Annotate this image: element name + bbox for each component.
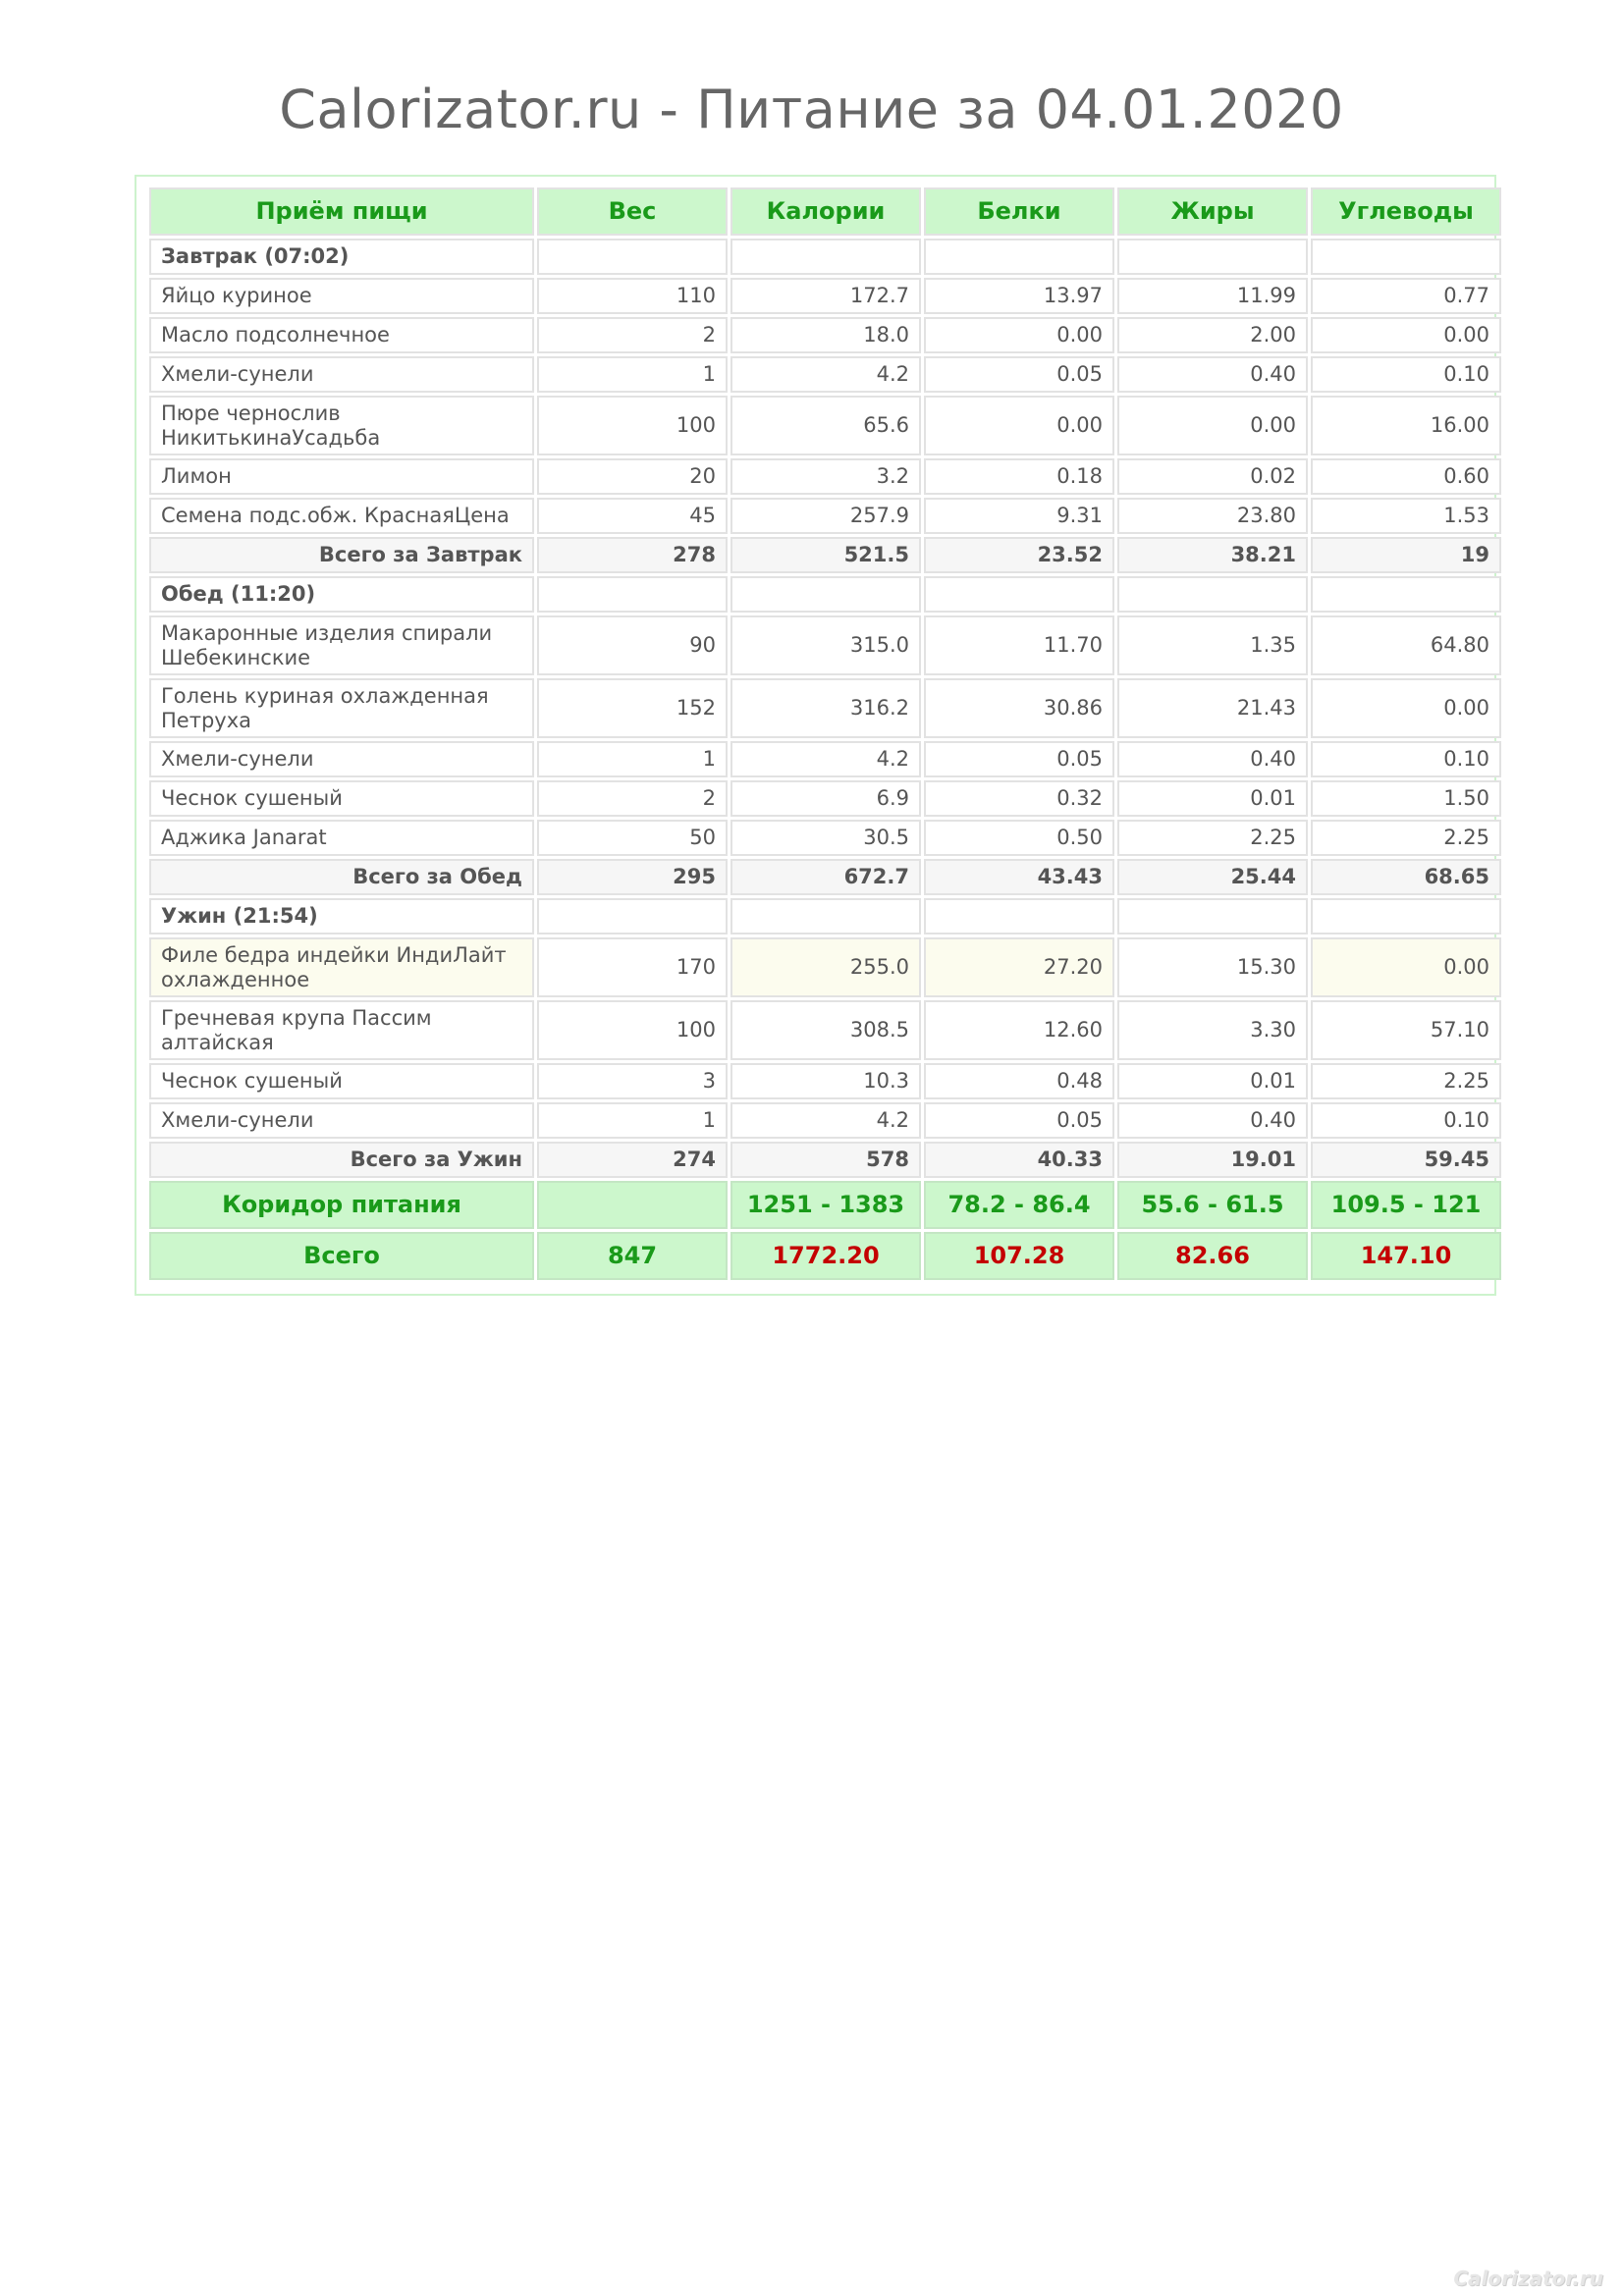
food-name: Лимон [149, 458, 534, 495]
food-protein: 0.00 [924, 396, 1114, 455]
food-row [149, 780, 1501, 817]
empty-cell [1117, 898, 1308, 934]
nutrition-table-frame [135, 175, 1496, 1296]
header-calories: Калории [730, 187, 921, 236]
food-carbs: 0.10 [1311, 1102, 1501, 1139]
corridor-protein: 78.2 - 86.4 [924, 1181, 1114, 1229]
empty-cell [730, 576, 921, 613]
food-carbs: 0.00 [1311, 678, 1501, 738]
meal-header-row [149, 239, 1501, 275]
food-row [149, 396, 1501, 455]
nutrition-corridor-row [149, 1181, 1501, 1229]
corridor-label: Коридор питания [149, 1181, 534, 1229]
subtotal-protein: 40.33 [924, 1142, 1114, 1178]
subtotal-carbs: 19 [1311, 537, 1501, 573]
food-row [149, 937, 1501, 997]
subtotal-fat: 19.01 [1117, 1142, 1308, 1178]
food-row [149, 1102, 1501, 1139]
subtotal-weight: 295 [537, 859, 728, 895]
food-weight: 3 [537, 1063, 728, 1099]
food-calories: 316.2 [730, 678, 921, 738]
food-calories: 308.5 [730, 1000, 921, 1060]
food-row [149, 1000, 1501, 1060]
food-protein: 0.05 [924, 741, 1114, 777]
food-weight: 110 [537, 278, 728, 314]
page-title: Calorizator.ru - Питание за 04.01.2020 [279, 79, 1344, 140]
food-carbs: 0.00 [1311, 317, 1501, 353]
corridor-calories: 1251 - 1383 [730, 1181, 921, 1229]
empty-cell [924, 239, 1114, 275]
food-fat: 23.80 [1117, 498, 1308, 534]
food-calories: 4.2 [730, 741, 921, 777]
food-calories: 255.0 [730, 937, 921, 997]
table-header-row [149, 187, 1501, 236]
grand-total-row [149, 1232, 1501, 1280]
empty-cell [924, 898, 1114, 934]
food-protein: 0.50 [924, 820, 1114, 856]
food-fat: 0.00 [1117, 396, 1308, 455]
food-fat: 2.25 [1117, 820, 1308, 856]
food-name: Семена подс.обж. КраснаяЦена [149, 498, 534, 534]
food-weight: 2 [537, 780, 728, 817]
meal-header-row [149, 576, 1501, 613]
food-protein: 30.86 [924, 678, 1114, 738]
watermark-logo: Calorizator.ru [1453, 2267, 1603, 2290]
subtotal-fat: 38.21 [1117, 537, 1308, 573]
food-protein: 0.00 [924, 317, 1114, 353]
food-fat: 0.40 [1117, 741, 1308, 777]
food-fat: 11.99 [1117, 278, 1308, 314]
food-protein: 12.60 [924, 1000, 1114, 1060]
food-calories: 3.2 [730, 458, 921, 495]
subtotal-calories: 672.7 [730, 859, 921, 895]
food-name: Чеснок сушеный [149, 1063, 534, 1099]
food-weight: 1 [537, 1102, 728, 1139]
meal-subtotal-row [149, 537, 1501, 573]
meal-header-row [149, 898, 1501, 934]
subtotal-protein: 43.43 [924, 859, 1114, 895]
food-carbs: 0.10 [1311, 741, 1501, 777]
food-calories: 172.7 [730, 278, 921, 314]
food-weight: 1 [537, 741, 728, 777]
food-name: Аджика Janarat [149, 820, 534, 856]
food-row [149, 820, 1501, 856]
grand-total-protein: 107.28 [924, 1232, 1114, 1280]
food-row [149, 278, 1501, 314]
food-fat: 3.30 [1117, 1000, 1308, 1060]
food-carbs: 16.00 [1311, 396, 1501, 455]
food-calories: 315.0 [730, 615, 921, 675]
header-fat: Жиры [1117, 187, 1308, 236]
empty-cell [1117, 239, 1308, 275]
food-calories: 4.2 [730, 356, 921, 393]
empty-cell [924, 576, 1114, 613]
food-fat: 0.02 [1117, 458, 1308, 495]
subtotal-label: Всего за Ужин [149, 1142, 534, 1178]
header-meal: Приём пищи [149, 187, 534, 236]
food-protein: 11.70 [924, 615, 1114, 675]
food-name: Чеснок сушеный [149, 780, 534, 817]
food-name: Гречневая крупа Пассим алтайская [149, 1000, 534, 1060]
grand-total-label: Всего [149, 1232, 534, 1280]
food-protein: 9.31 [924, 498, 1114, 534]
food-calories: 18.0 [730, 317, 921, 353]
food-row [149, 678, 1501, 738]
grand-total-weight: 847 [537, 1232, 728, 1280]
grand-total-carbs: 147.10 [1311, 1232, 1501, 1280]
food-weight: 45 [537, 498, 728, 534]
grand-total-fat: 82.66 [1117, 1232, 1308, 1280]
food-weight: 2 [537, 317, 728, 353]
food-protein: 0.05 [924, 1102, 1114, 1139]
food-row [149, 458, 1501, 495]
food-carbs: 2.25 [1311, 1063, 1501, 1099]
food-weight: 152 [537, 678, 728, 738]
food-name: Филе бедра индейки ИндиЛайт охлажденное [149, 937, 534, 997]
empty-cell [1311, 898, 1501, 934]
food-fat: 1.35 [1117, 615, 1308, 675]
food-protein: 0.48 [924, 1063, 1114, 1099]
empty-cell [537, 576, 728, 613]
food-calories: 65.6 [730, 396, 921, 455]
food-calories: 30.5 [730, 820, 921, 856]
food-weight: 20 [537, 458, 728, 495]
food-weight: 170 [537, 937, 728, 997]
food-fat: 15.30 [1117, 937, 1308, 997]
food-fat: 0.01 [1117, 780, 1308, 817]
subtotal-carbs: 68.65 [1311, 859, 1501, 895]
empty-cell [730, 239, 921, 275]
food-name: Макаронные изделия спирали Шебекинские [149, 615, 534, 675]
nutrition-table [146, 185, 1504, 1283]
empty-cell [1311, 576, 1501, 613]
meal-label: Обед (11:20) [149, 576, 534, 613]
empty-cell [730, 898, 921, 934]
meal-subtotal-row [149, 1142, 1501, 1178]
food-row [149, 498, 1501, 534]
subtotal-label: Всего за Обед [149, 859, 534, 895]
food-weight: 1 [537, 356, 728, 393]
food-protein: 13.97 [924, 278, 1114, 314]
food-weight: 90 [537, 615, 728, 675]
food-name: Хмели-сунели [149, 356, 534, 393]
food-name: Хмели-сунели [149, 741, 534, 777]
subtotal-calories: 578 [730, 1142, 921, 1178]
food-name: Хмели-сунели [149, 1102, 534, 1139]
food-row [149, 356, 1501, 393]
food-fat: 2.00 [1117, 317, 1308, 353]
meal-subtotal-row [149, 859, 1501, 895]
subtotal-weight: 274 [537, 1142, 728, 1178]
food-row [149, 615, 1501, 675]
food-name: Масло подсолнечное [149, 317, 534, 353]
food-fat: 21.43 [1117, 678, 1308, 738]
corridor-weight [537, 1181, 728, 1229]
food-fat: 0.01 [1117, 1063, 1308, 1099]
food-calories: 4.2 [730, 1102, 921, 1139]
food-carbs: 64.80 [1311, 615, 1501, 675]
grand-total-calories: 1772.20 [730, 1232, 921, 1280]
food-carbs: 57.10 [1311, 1000, 1501, 1060]
subtotal-protein: 23.52 [924, 537, 1114, 573]
food-calories: 257.9 [730, 498, 921, 534]
meal-label: Завтрак (07:02) [149, 239, 534, 275]
food-carbs: 0.00 [1311, 937, 1501, 997]
food-row [149, 317, 1501, 353]
food-carbs: 2.25 [1311, 820, 1501, 856]
corridor-fat: 55.6 - 61.5 [1117, 1181, 1308, 1229]
header-carbs: Углеводы [1311, 187, 1501, 236]
food-fat: 0.40 [1117, 1102, 1308, 1139]
food-carbs: 0.77 [1311, 278, 1501, 314]
subtotal-weight: 278 [537, 537, 728, 573]
food-row [149, 1063, 1501, 1099]
header-weight: Вес [537, 187, 728, 236]
empty-cell [537, 239, 728, 275]
empty-cell [1311, 239, 1501, 275]
food-fat: 0.40 [1117, 356, 1308, 393]
food-calories: 10.3 [730, 1063, 921, 1099]
food-protein: 0.05 [924, 356, 1114, 393]
food-weight: 100 [537, 1000, 728, 1060]
food-weight: 100 [537, 396, 728, 455]
food-protein: 27.20 [924, 937, 1114, 997]
food-carbs: 0.10 [1311, 356, 1501, 393]
food-carbs: 1.53 [1311, 498, 1501, 534]
subtotal-fat: 25.44 [1117, 859, 1308, 895]
food-name: Пюре чернослив НикитькинаУсадьба [149, 396, 534, 455]
empty-cell [1117, 576, 1308, 613]
food-weight: 50 [537, 820, 728, 856]
food-carbs: 1.50 [1311, 780, 1501, 817]
food-name: Голень куриная охлажденная Петруха [149, 678, 534, 738]
corridor-carbs: 109.5 - 121 [1311, 1181, 1501, 1229]
food-name: Яйцо куриное [149, 278, 534, 314]
food-protein: 0.32 [924, 780, 1114, 817]
empty-cell [537, 898, 728, 934]
subtotal-calories: 521.5 [730, 537, 921, 573]
food-carbs: 0.60 [1311, 458, 1501, 495]
food-row [149, 741, 1501, 777]
food-protein: 0.18 [924, 458, 1114, 495]
subtotal-carbs: 59.45 [1311, 1142, 1501, 1178]
meal-label: Ужин (21:54) [149, 898, 534, 934]
header-protein: Белки [924, 187, 1114, 236]
food-calories: 6.9 [730, 780, 921, 817]
subtotal-label: Всего за Завтрак [149, 537, 534, 573]
